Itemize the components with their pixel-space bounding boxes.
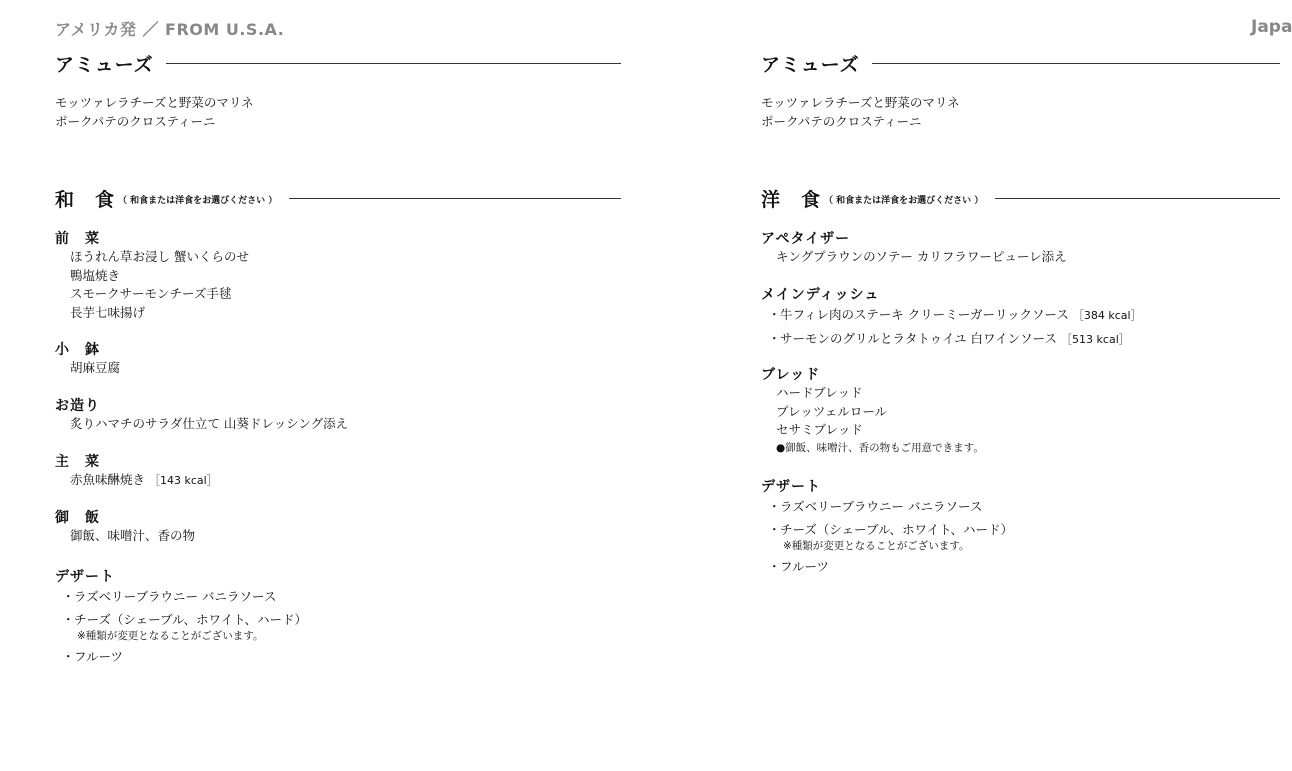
dessert-section [761,478,1013,576]
kcal-label: ［384 kcal］ [1072,309,1142,322]
header-rule [289,198,621,199]
menu-item-name: 牛フィレ肉のステーキ クリーミーガーリックソース [780,307,1069,322]
section-title: ブレッド [761,367,821,383]
menu-item: ハードブレッド [776,385,863,400]
menu-item: ほうれん草お浸し 蟹いくらのせ [70,249,249,264]
menu-item [761,558,1013,576]
section-title: アペタイザー [761,231,851,247]
header-rule [166,63,621,64]
amuse-items [761,93,960,131]
menu-item: 御飯、味噌汁、香の物 [70,528,196,543]
menu-item: ポークパテのクロスティーニ [761,114,922,129]
menu-item [55,588,307,606]
amuse-title: アミューズ [55,54,154,76]
kcal-label: ［513 kcal］ [1061,333,1130,346]
menu-item-name: チーズ（シェーブル、ホワイト、ハード） [780,522,1014,537]
bread-section [761,366,984,456]
menu-item: 鴨塩焼き [70,267,121,283]
menu-item [761,498,1013,516]
bullet-mark: ・ [62,589,75,604]
bullet-mark: ・ [768,522,781,537]
section-title: メインディッシュ [761,287,880,303]
kcal-label: ［143 kcal］ [149,474,218,487]
menu-item-name: 赤魚味醂焼き [70,472,146,487]
section-title: 主 菜 [55,454,100,470]
menu-item [761,306,1142,325]
menu-item: セサミブレッド [776,422,863,437]
otsukuri-section [55,397,348,434]
section-title: デザート [55,569,115,585]
menu-item: 炙りハマチのサラダ仕立て 山葵ドレッシング添え [70,416,349,431]
section-title: デザート [761,479,821,495]
section-title: 前 菜 [55,231,100,247]
bullet-mark: ・ [768,559,781,574]
yoshoku-title: 洋 食 [761,189,822,211]
washoku-header [55,185,621,212]
kobachi-section [55,341,120,378]
menu-item: キングプラウンのソテー カリフラワーピューレ添え [776,249,1067,264]
dessert-section [55,568,307,666]
bread-note: ●御飯、味噌汁、香の物もご用意できます。 [776,441,984,454]
menu-item [55,648,307,666]
menu-item [761,330,1142,349]
bullet-mark: ・ [768,499,781,514]
menu-item [761,521,1013,539]
section-title: お造り [55,398,100,414]
menu-item-name: フルーツ [780,559,830,574]
amuse-title: アミューズ [761,54,860,76]
menu-item-name: ラズベリーブラウニー バニラソース [780,499,983,514]
menu-item: ポークパテのクロスティーニ [55,114,216,129]
menu-item: 胡麻豆腐 [70,360,121,375]
menu-item-name: チーズ（シェーブル、ホワイト、ハード） [74,612,308,627]
bullet-mark: ・ [62,649,75,664]
header-rule [872,63,1280,64]
bullet-mark: ・ [768,307,781,322]
menu-item: 長芋七味揚げ [70,304,146,320]
appetizer-section [761,230,1067,267]
section-title: 小 鉢 [55,342,100,358]
menu-item-name: サーモンのグリルとラタトゥイユ 白ワインソース [780,331,1058,346]
amuse-header [55,50,621,77]
bullet-mark: ・ [768,331,781,346]
menu-item: スモークサーモンチーズ手毬 [70,286,232,301]
choice-note: （ 和食または洋食をお選びください ） [824,196,984,206]
bullet-mark: ・ [62,612,75,627]
section-title: 御 飯 [55,510,100,526]
menu-item-name: ラズベリーブラウニー バニラソース [74,589,277,604]
zensai-section [55,230,249,322]
amuse-items [55,93,254,131]
menu-item: モッツァレラチーズと野菜のマリネ [55,95,254,110]
menu-item-name: フルーツ [74,649,124,664]
main-dish-section [761,286,1142,349]
gohan-section [55,509,195,546]
menu-item: プレッツェルロール [776,403,888,419]
header-rule [995,198,1280,199]
amuse-header [761,50,1280,77]
dessert-note: ※種類が変更となることがございます。 [783,540,970,552]
menu-item: モッツァレラチーズと野菜のマリネ [761,95,960,110]
shusai-section [55,453,218,491]
washoku-title: 和 食 [55,189,116,211]
choice-note: （ 和食または洋食をお選びください ） [118,196,278,206]
route-header: アメリカ発 ／ FROM U.S.A. [55,20,285,39]
route-header-right: Japa [1251,17,1292,37]
yoshoku-header [761,185,1280,212]
dessert-note: ※種類が変更となることがございます。 [77,630,264,642]
menu-item [55,611,307,629]
menu-item [55,471,218,491]
